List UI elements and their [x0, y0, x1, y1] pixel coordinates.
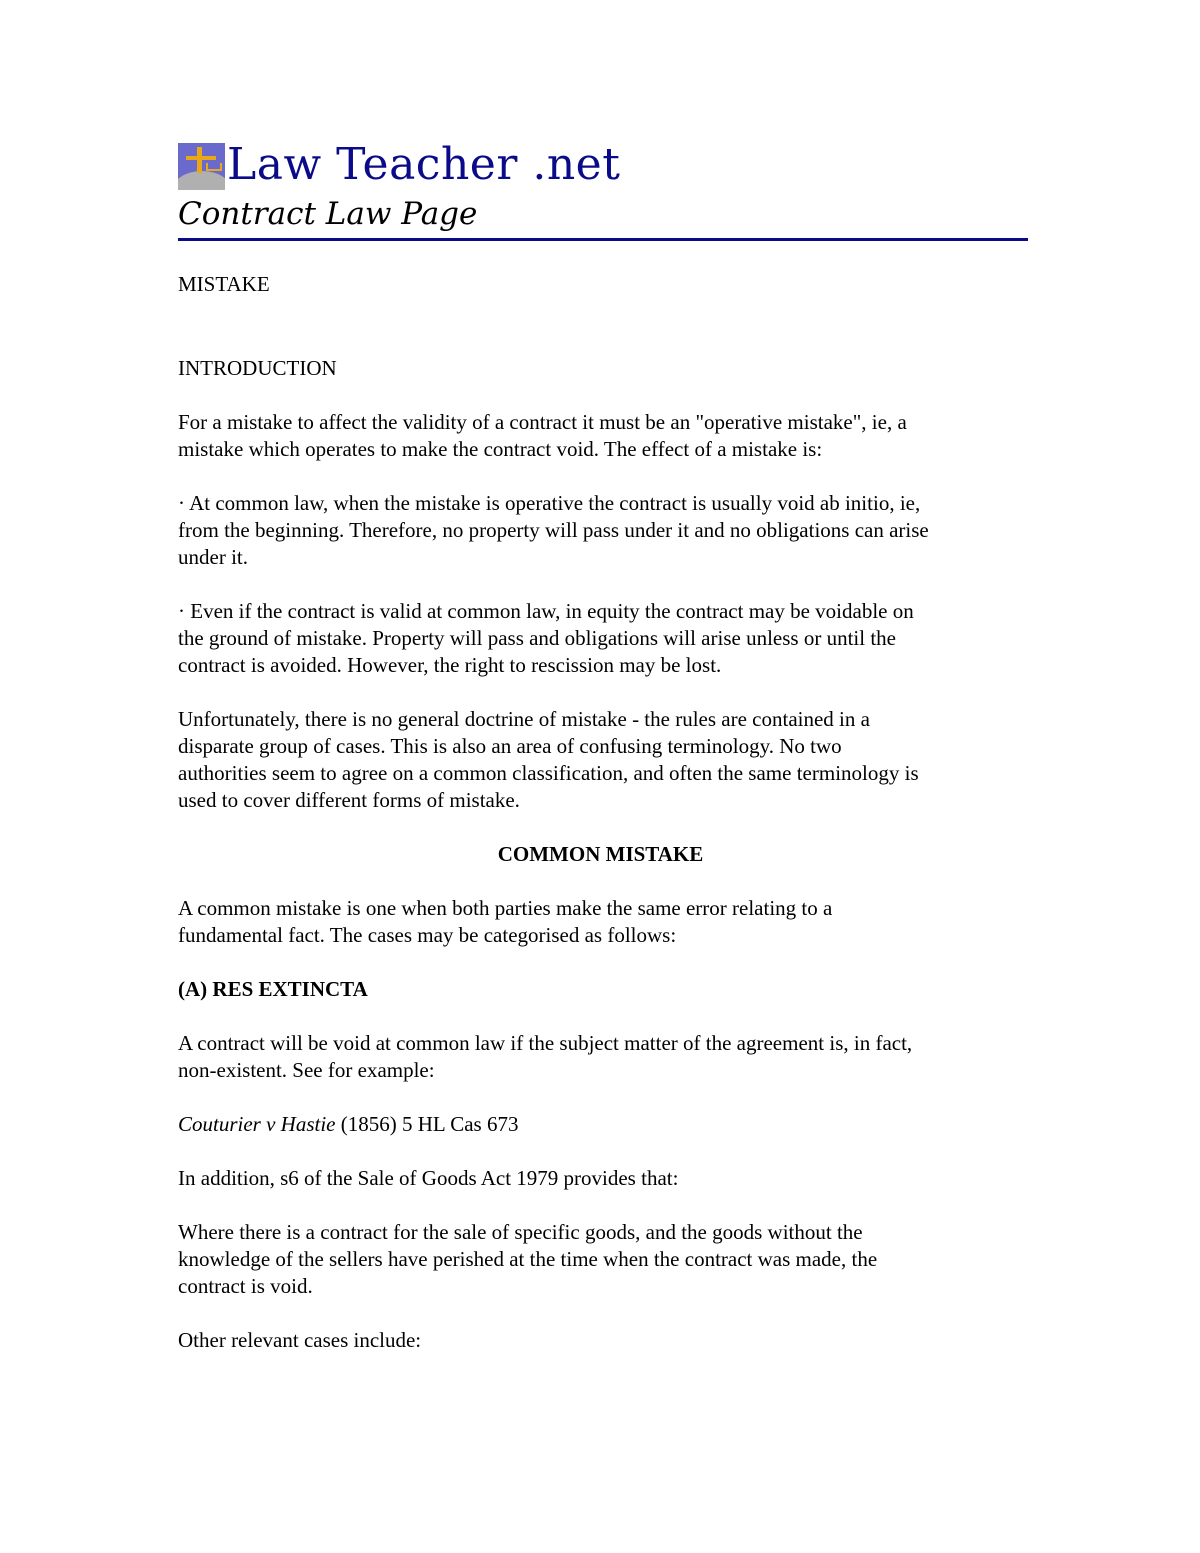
- document-page: [178, 140, 1028, 1354]
- site-name: Law Teacher .net: [227, 139, 621, 190]
- paragraph-1: For a mistake to affect the validity of a contract it must be an "operative mistake", ie, a mistake which operates to make the contract void. The effect of a mistake is:: [178, 410, 907, 461]
- section-heading-common-mistake: COMMON MISTAKE: [497, 842, 704, 866]
- case-reference: (1856) 5 HL Cas 673: [335, 1112, 519, 1136]
- case-citation: [178, 1111, 1028, 1138]
- document-title: MISTAKE: [178, 272, 270, 296]
- case-name: Couturier v Hastie: [178, 1112, 336, 1136]
- paragraph-other-cases: Other relevant cases include:: [178, 1328, 422, 1352]
- paragraph-common-mistake: A common mistake is one when both parties make the same error relating to a fundamental fact. The cases may be categorised as follows:: [178, 896, 833, 947]
- paragraph-res-extincta: A contract will be void at common law if the subject matter of the agreement is, in fact, non-existent. See for example:: [178, 1031, 913, 1082]
- section-heading-introduction: INTRODUCTION: [178, 356, 337, 380]
- subheading-res-extincta: (A) RES EXTINCTA: [178, 977, 368, 1001]
- paragraph-common-law: · At common law, when the mistake is operative the contract is usually void ab initio, ie, from the beginning. Therefore, no property will pass under it and no obligations can arise under it.: [178, 491, 929, 569]
- statute-quote: Where there is a contract for the sale of specific goods, and the goods without the knowledge of the sellers have perished at the time when the contract was made, the contract is void.: [178, 1220, 878, 1298]
- site-header: [178, 140, 1028, 190]
- scales-of-justice-logo-icon: [178, 143, 225, 190]
- paragraph-sale-of-goods: In addition, s6 of the Sale of Goods Act 1979 provides that:: [178, 1166, 679, 1190]
- paragraph-equity: · Even if the contract is valid at common law, in equity the contract may be voidable on the ground of mistake. Property will pass and obligations will arise unless or until the contract is avoided. However, the right to rescission may be lost.: [178, 599, 914, 677]
- page-subtitle: Contract Law Page: [178, 196, 478, 232]
- paragraph-doctrine: Unfortunately, there is no general doctrine of mistake - the rules are contained in a disparate group of cases. This is also an area of confusing terminology. No two authorities seem to agree on a common classification, and often the same terminology is used to cover different forms of mistake.: [178, 707, 919, 812]
